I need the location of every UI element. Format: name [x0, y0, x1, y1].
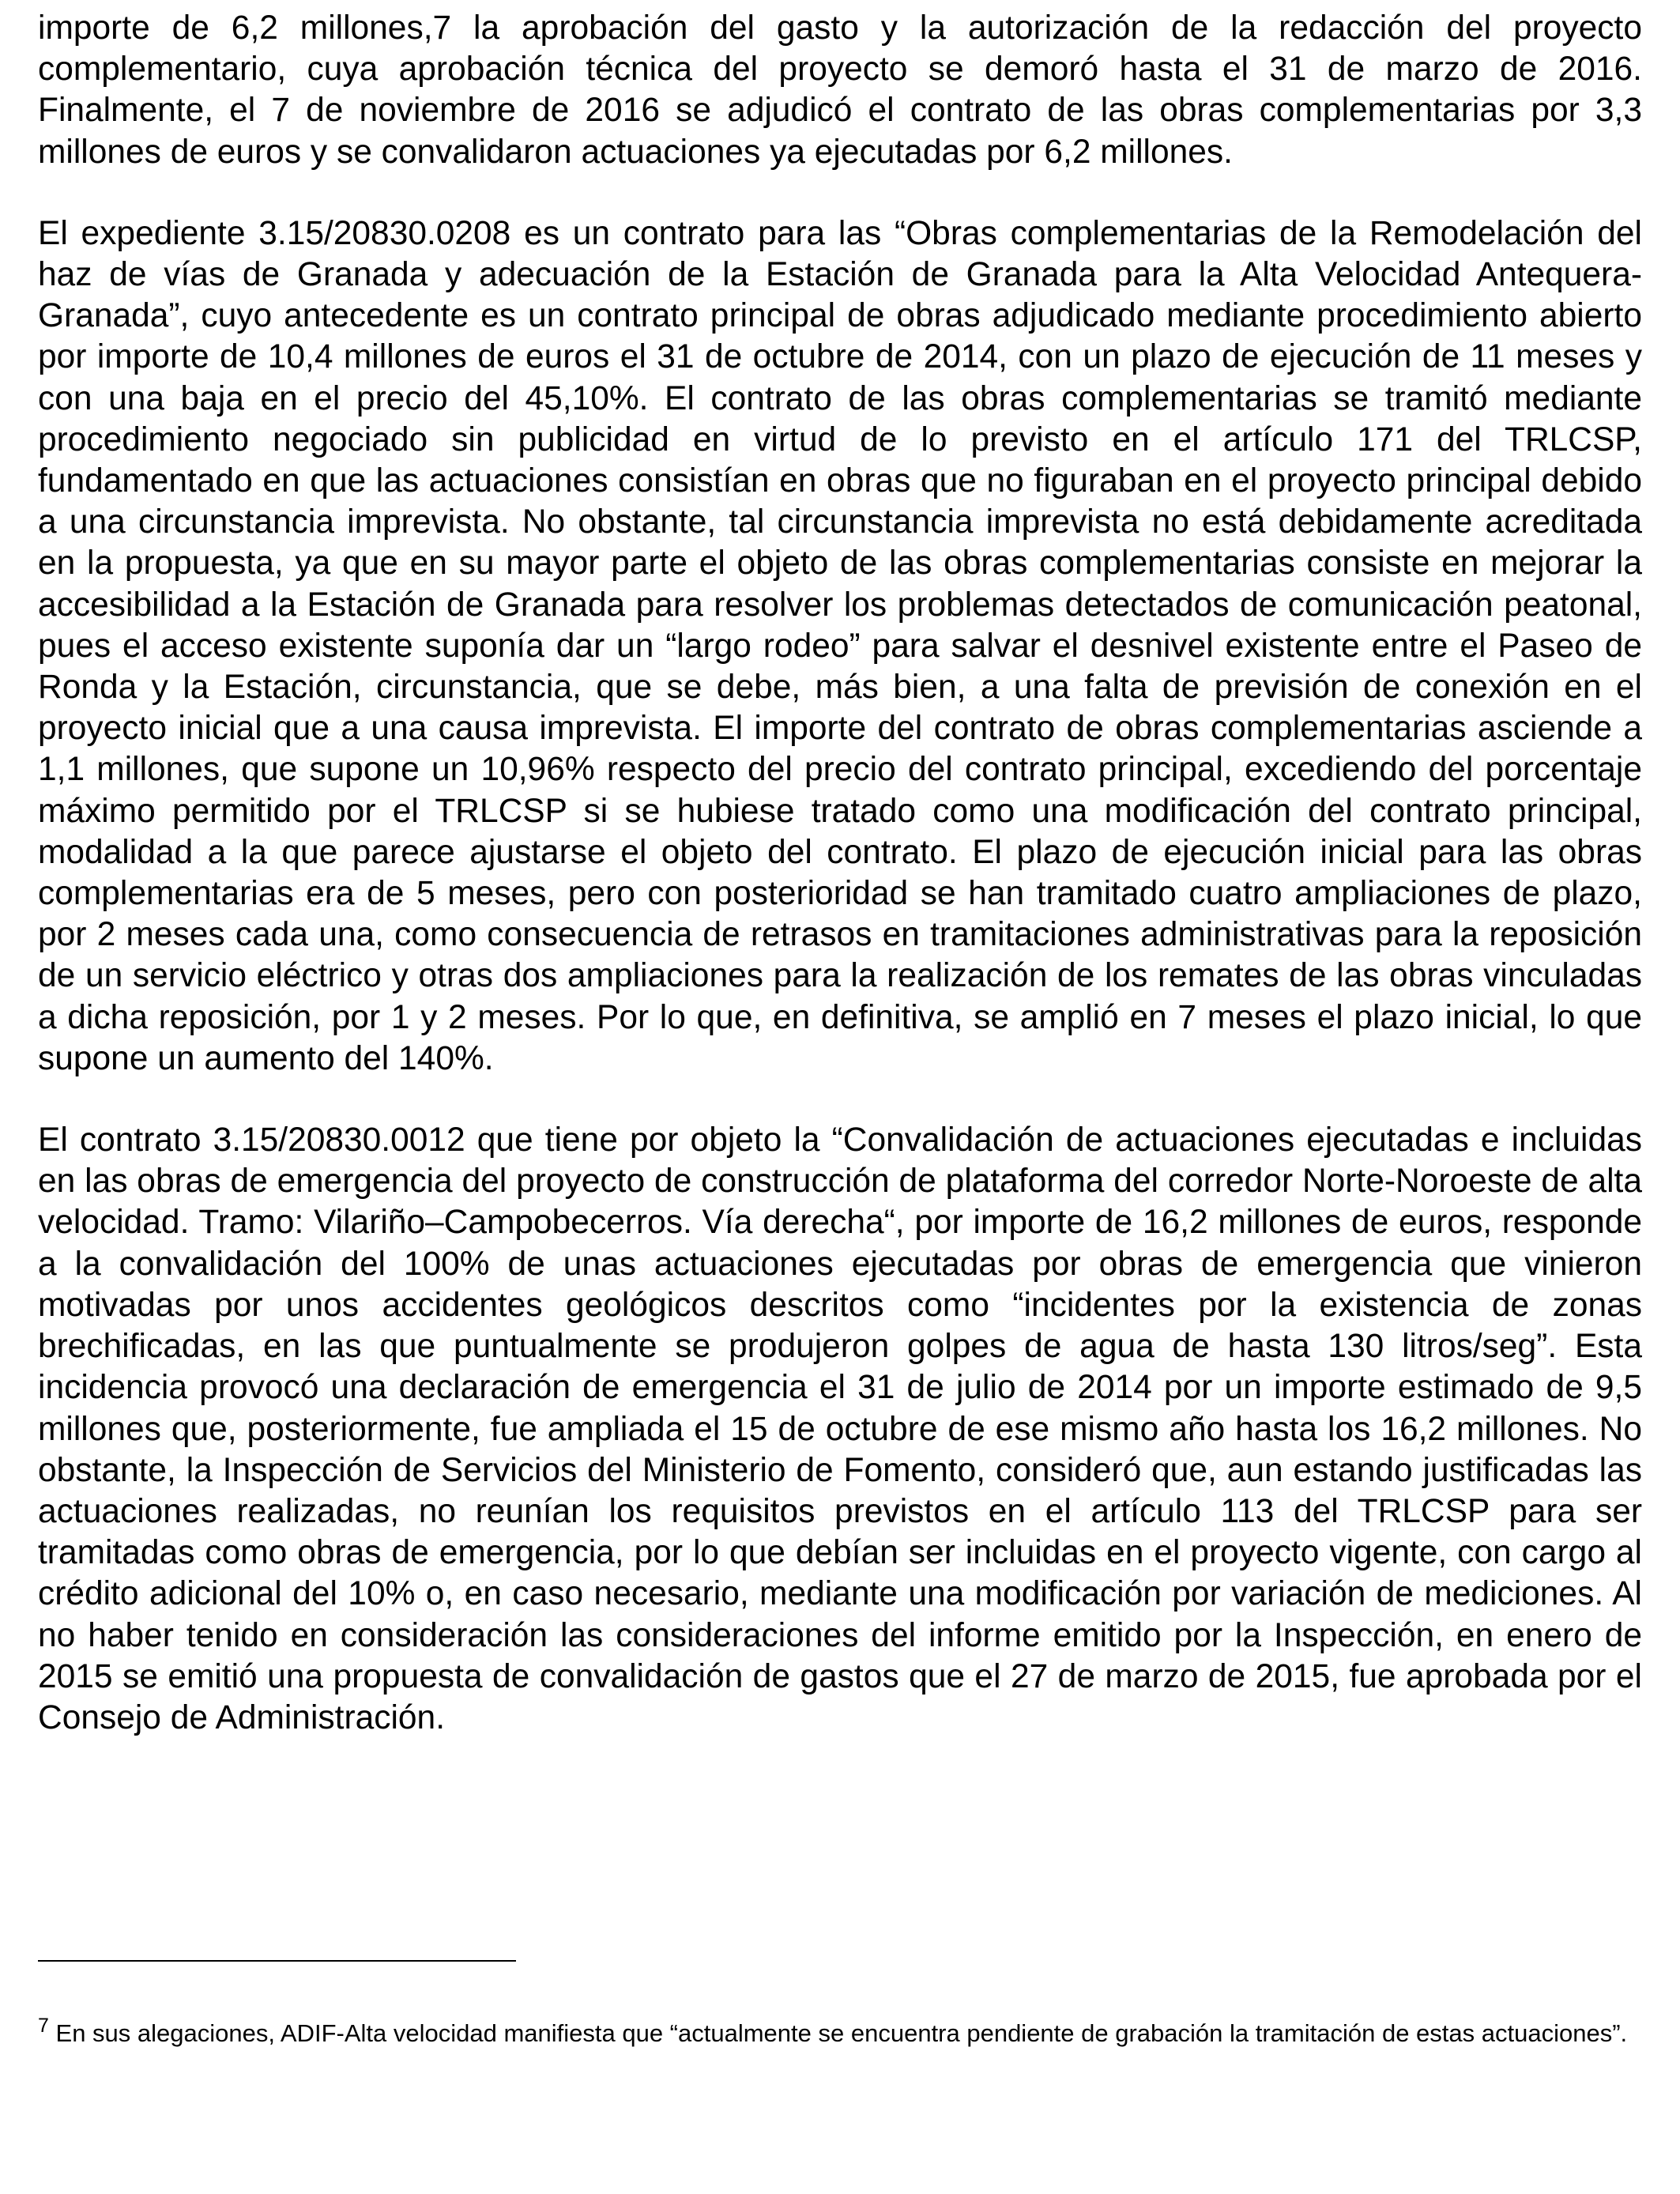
document-body	[38, 8, 1642, 1739]
paragraph-3: El contrato 3.15/20830.0012 que tiene por objeto la “Convalidación de actuaciones ejecutadas e incluidas en las obras de emergencia del proyecto de construcción de plataforma del corredor Norte-Noroeste de alta velocidad. Tramo: Vilariño–Campobecerros. Vía derecha“, por importe de 16,2 millones de euros, responde a la convalidación del 100% de unas actuaciones ejecutadas por obras de emergencia que vinieron motivadas por unos accidentes geológicos descritos como “incidentes por la existencia de zonas brechificadas, en las que puntualmente se produjeron golpes de agua de hasta 130 litros/seg”. Esta incidencia provocó una declaración de emergencia el 31 de julio de 2014 por un importe estimado de 9,5 millones que, posteriormente, fue ampliada el 15 de octubre de ese mismo año hasta los 16,2 millones. No obstante, la Inspección de Servicios del Ministerio de Fomento, consideró que, aun estando justificadas las actuaciones realizadas, no reunían los requisitos previstos en el artículo 113 del TRLCSP para ser tramitadas como obras de emergencia, por lo que debían ser incluidas en el proyecto vigente, con cargo al crédito adicional del 10% o, en caso necesario, mediante una modificación por variación de mediciones. Al no haber tenido en consideración las consideraciones del informe emitido por la Inspección, en enero de 2015 se emitió una propuesta de convalidación de gastos que el 27 de marzo de 2015, fue aprobada por el Consejo de Administración.	[38, 1122, 1642, 1736]
footnote	[38, 2017, 1642, 2050]
paragraph-spacer	[38, 173, 1642, 213]
footnote-marker: 7	[38, 2015, 49, 2037]
paragraph-1: importe de 6,2 millones,7 la aprobación del gasto y la autorización de la redacción del proyecto complementario, cuya aprobación técnica del proyecto se demoró hasta el 31 de marzo de 2016. Finalmente, el 7 de noviembre de 2016 se adjudicó el contrato de las obras complementarias por 3,3 millones de euros y se convalidaron actuaciones ya ejecutadas por 6,2 millones.	[38, 9, 1642, 171]
footnote-text: En sus alegaciones, ADIF-Alta velocidad manifiesta que “actualmente se encuentra pendiente de grabación la tramitación de estas actuaciones”.	[55, 2019, 1628, 2047]
paragraph-2: El expediente 3.15/20830.0208 es un contrato para las “Obras complementarias de la Remodelación del haz de vías de Granada y adecuación de la Estación de Granada para la Alta Velocidad Antequera-Granada”, cuyo antecedente es un contrato principal de obras adjudicado mediante procedimiento abierto por importe de 10,4 millones de euros el 31 de octubre de 2014, con un plazo de ejecución de 11 meses y con una baja en el precio del 45,10%. El contrato de las obras complementarias se tramitó mediante procedimiento negociado sin publicidad en virtud de lo previsto en el artículo 171 del TRLCSP, fundamentado en que las actuaciones consistían en obras que no figuraban en el proyecto principal debido a una circunstancia imprevista. No obstante, tal circunstancia imprevista no está debidamente acreditada en la propuesta, ya que en su mayor parte el objeto de las obras complementarias consiste en mejorar la accesibilidad a la Estación de Granada para resolver los problemas detectados de comunicación peatonal, pues el acceso existente suponía dar un “largo rodeo” para salvar el desnivel existente entre el Paseo de Ronda y la Estación, circunstancia, que se debe, más bien, a una falta de previsión de conexión en el proyecto inicial que a una causa imprevista. El importe del contrato de obras complementarias asciende a 1,1 millones, que supone un 10,96% respecto del precio del contrato principal, excediendo del porcentaje máximo permitido por el TRLCSP si se hubiese tratado como una modificación del contrato principal, modalidad a la que parece ajustarse el objeto del contrato. El plazo de ejecución inicial para las obras complementarias era de 5 meses, pero con posterioridad se han tramitado cuatro ampliaciones de plazo, por 2 meses cada una, como consecuencia de retrasos en tramitaciones administrativas para la reposición de un servicio eléctrico y otras dos ampliaciones para la realización de los remates de las obras vinculadas a dicha reposición, por 1 y 2 meses. Por lo que, en definitiva, se amplió en 7 meses el plazo inicial, lo que supone un aumento del 140%.	[38, 214, 1642, 1077]
footnote-separator	[38, 1960, 516, 1962]
paragraph-spacer	[38, 1080, 1642, 1120]
